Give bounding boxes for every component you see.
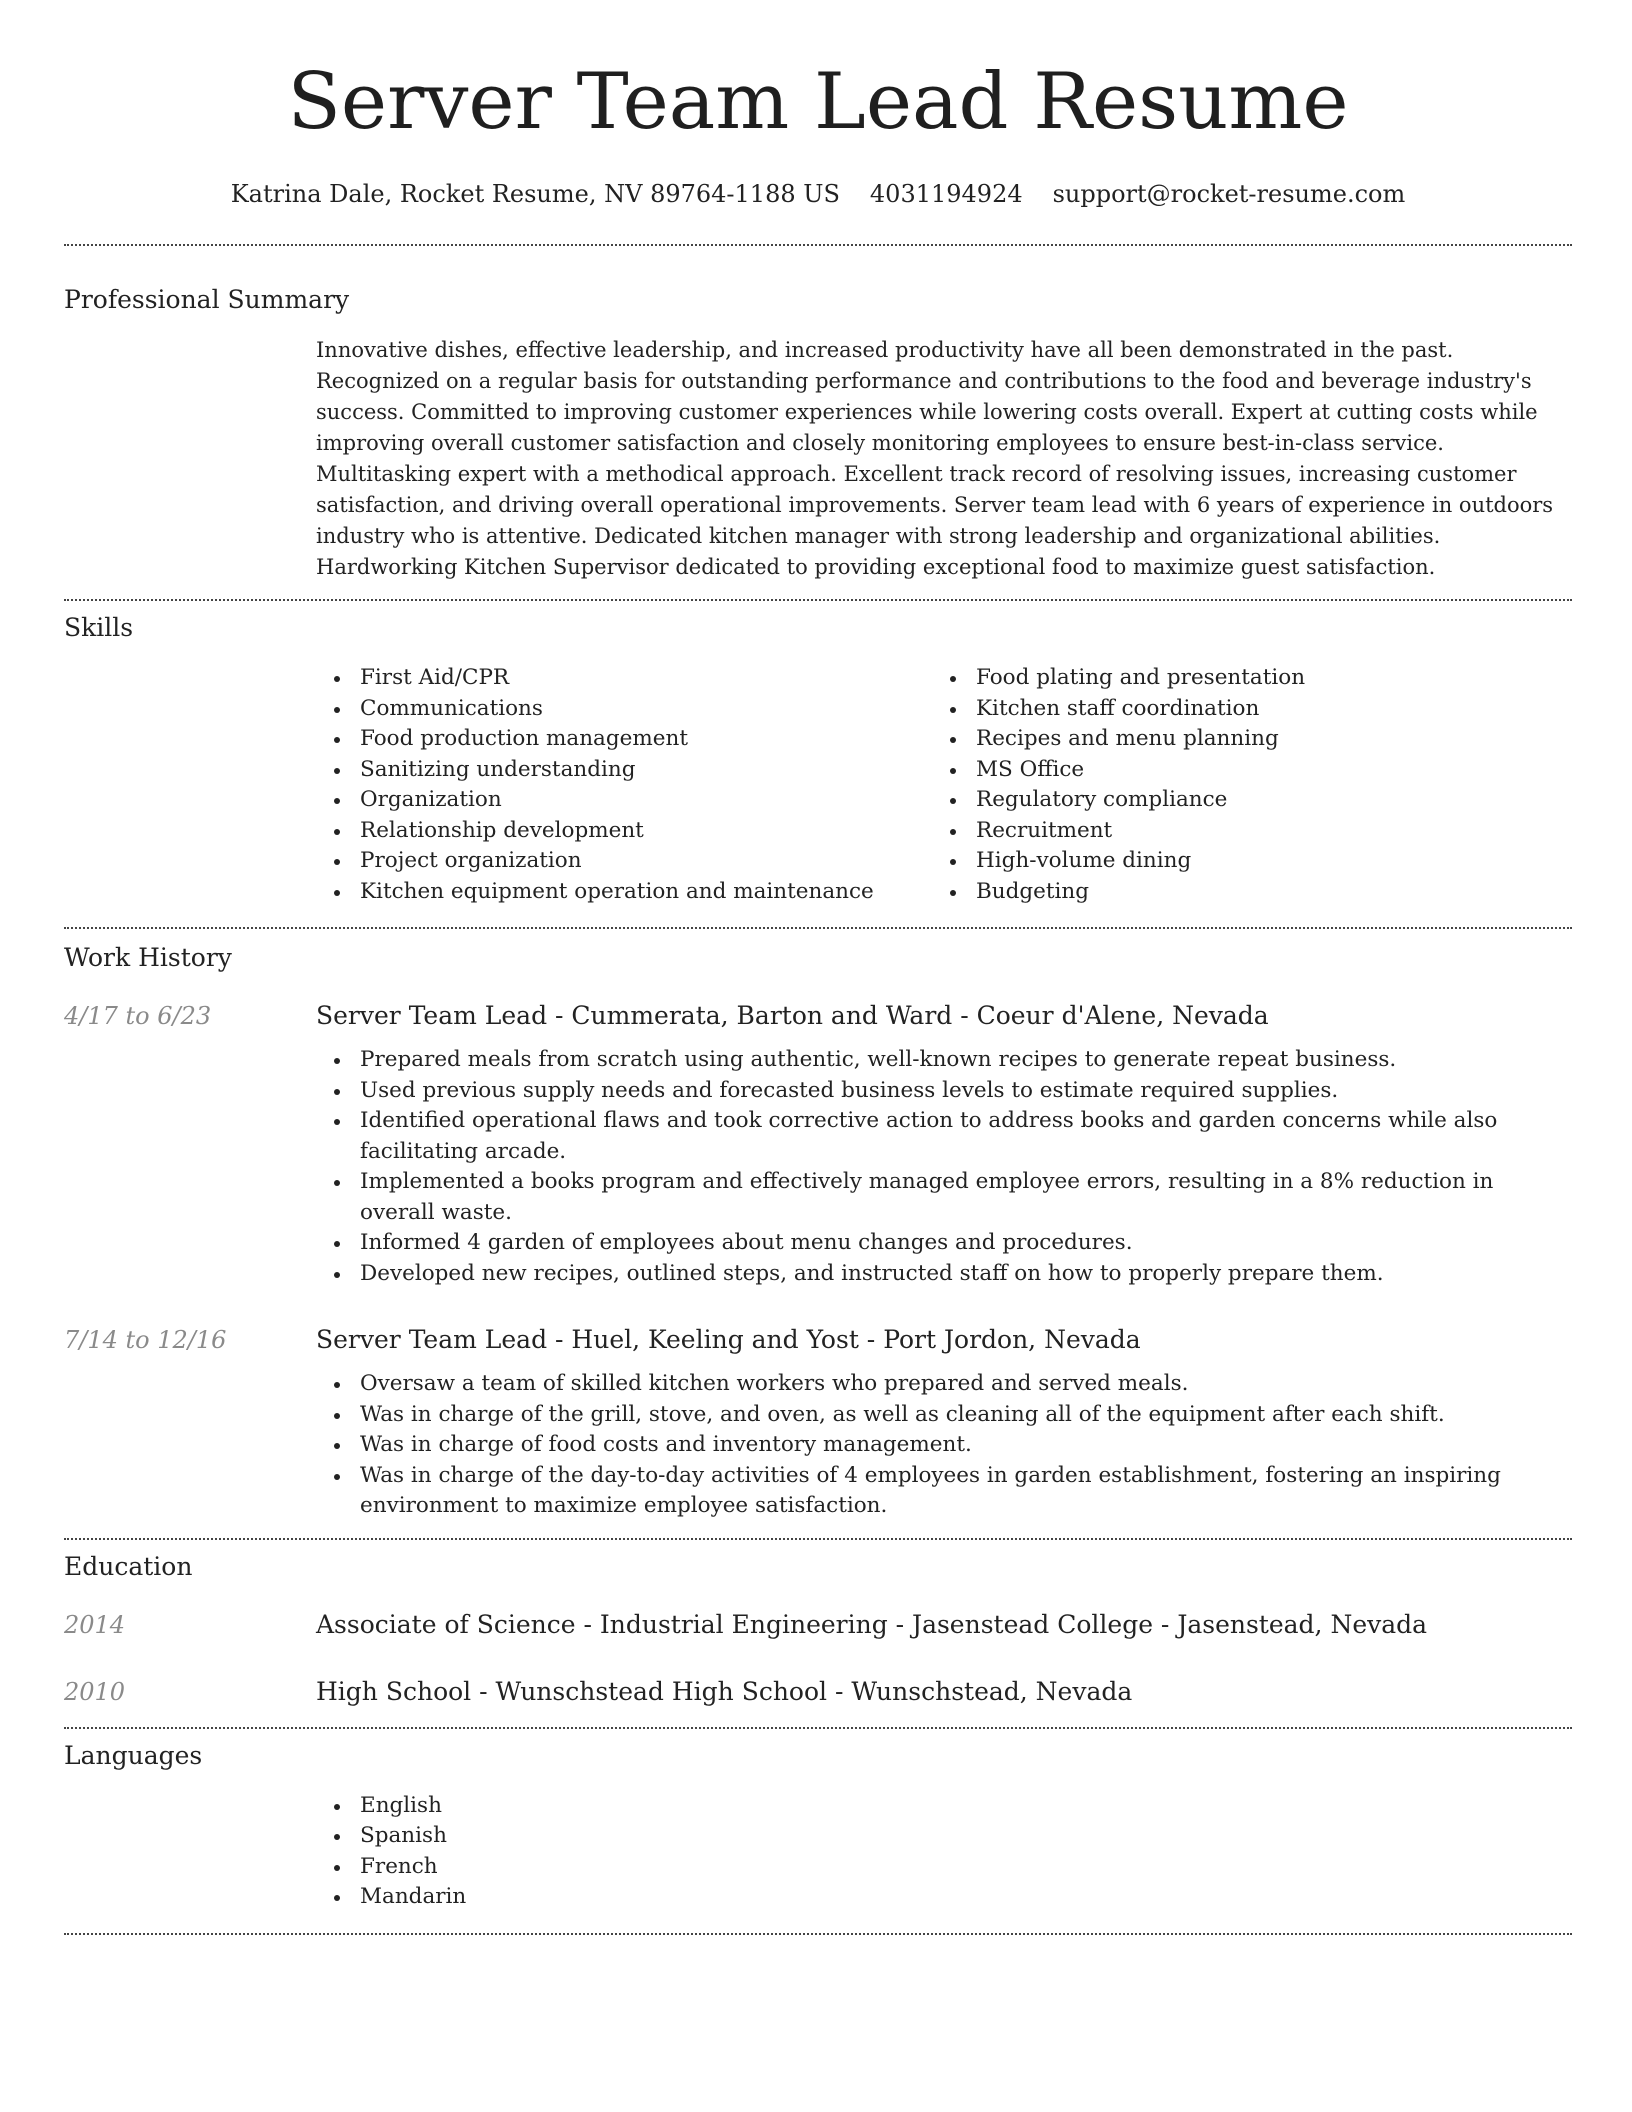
skill-item: Relationship development bbox=[316, 816, 932, 847]
skill-item: First Aid/CPR bbox=[316, 663, 932, 694]
job-list bbox=[316, 1045, 1572, 1289]
job-bullet: Oversaw a team of skilled kitchen workers who prepared and served meals. bbox=[316, 1369, 1572, 1400]
resume-page bbox=[64, 0, 1572, 1935]
skill-item: Kitchen staff coordination bbox=[932, 694, 1548, 725]
divider bbox=[64, 927, 1572, 929]
education-detail: Associate of Science - Industrial Engineering - Jasenstead College - Jasenstead, Nevada bbox=[316, 1609, 1428, 1639]
job-bullet: Was in charge of the day-to-day activities of 4 employees in garden establishment, fostering an inspiring environment to maximize employee satisfaction. bbox=[316, 1461, 1572, 1522]
skill-item: Organization bbox=[316, 785, 932, 816]
language-item: English bbox=[316, 1791, 1572, 1822]
summary-section bbox=[64, 283, 1572, 583]
divider bbox=[64, 1538, 1572, 1540]
job-bullet: Identified operational flaws and took corrective action to address books and garden concerns while also facilitating arcade. bbox=[316, 1106, 1572, 1167]
languages-section bbox=[64, 1739, 1572, 1913]
job-title: Server Team Lead - Cummerata, Barton and Ward - Coeur d'Alene, Nevada bbox=[316, 1001, 1269, 1030]
job-dates: 4/17 to 6/23 bbox=[64, 1002, 212, 1030]
divider bbox=[64, 599, 1572, 601]
job-bullet: Was in charge of the grill, stove, and oven, as well as cleaning all of the equipment after each shift. bbox=[316, 1400, 1572, 1431]
skills-grid bbox=[316, 663, 1572, 907]
contact-email[interactable]: support@rocket-resume.com bbox=[1052, 180, 1406, 208]
education-section bbox=[64, 1550, 1572, 1709]
summary-text: Innovative dishes, effective leadership, and increased productivity have all been demonstrated in the past. Recognized on a regular basis for outstanding performance and contributions to the food and beverage industry's success. Committed to improving customer experiences while lowering costs overall. Expert at cutting costs while improving overall customer satisfaction and closely monitoring employees to ensure best-in-class service. Multitasking expert with a methodical approach. Excellent track record of resolving issues, increasing customer satisfaction, and driving overall operational improvements. Server team lead with 6 years of experience in outdoors industry who is attentive. Dedicated kitchen manager with strong leadership and organizational abilities. Hardworking Kitchen Supervisor dedicated to providing exceptional food to maximize guest satisfaction. bbox=[316, 338, 1554, 579]
skill-item: Food plating and presentation bbox=[932, 663, 1548, 694]
skill-item: Communications bbox=[316, 694, 932, 725]
job-title: Server Team Lead - Huel, Keeling and Yost - Port Jordon, Nevada bbox=[316, 1325, 1141, 1354]
skill-item: High-volume dining bbox=[932, 846, 1548, 877]
skills-section bbox=[64, 611, 1572, 907]
job-bullet: Was in charge of food costs and inventory management. bbox=[316, 1430, 1572, 1461]
languages-heading: Languages bbox=[64, 1740, 203, 1770]
resume-title: Server Team Lead Resume bbox=[287, 57, 1349, 147]
skills-heading: Skills bbox=[64, 613, 134, 642]
summary-heading: Professional Summary bbox=[64, 285, 350, 314]
job-bullet: Developed new recipes, outlined steps, and instructed staff on how to properly prepare them. bbox=[316, 1259, 1572, 1290]
divider bbox=[64, 1727, 1572, 1729]
job-bullet: Prepared meals from scratch using authentic, well-known recipes to generate repeat business. bbox=[316, 1045, 1572, 1076]
divider bbox=[64, 244, 1572, 246]
skill-item: Recipes and menu planning bbox=[932, 724, 1548, 755]
work-section bbox=[64, 941, 1572, 1522]
skill-item: Recruitment bbox=[932, 816, 1548, 847]
job-bullet: Implemented a books program and effectively managed employee errors, resulting in a 8% reduction in overall waste. bbox=[316, 1167, 1572, 1228]
skill-item: Budgeting bbox=[932, 877, 1548, 908]
skill-item: Sanitizing understanding bbox=[316, 755, 932, 786]
education-entry bbox=[64, 1675, 1572, 1709]
job-dates: 7/14 to 12/16 bbox=[64, 1326, 227, 1354]
skill-item: Project organization bbox=[316, 846, 932, 877]
contact-address: Katrina Dale, Rocket Resume, NV 89764-1188 US bbox=[230, 180, 840, 208]
skills-column-right bbox=[932, 663, 1548, 907]
skill-list bbox=[932, 663, 1548, 907]
education-year: 2010 bbox=[64, 1677, 126, 1706]
skill-item: Kitchen equipment operation and maintenance bbox=[316, 877, 932, 908]
job-entry bbox=[64, 999, 1572, 1289]
education-year: 2014 bbox=[64, 1610, 126, 1639]
job-list bbox=[316, 1369, 1572, 1522]
education-detail: High School - Wunschstead High School - Wunschstead, Nevada bbox=[316, 1676, 1133, 1706]
job-entry bbox=[64, 1323, 1572, 1522]
language-item: French bbox=[316, 1852, 1572, 1883]
contact-line bbox=[64, 178, 1572, 210]
language-item: Mandarin bbox=[316, 1882, 1572, 1913]
work-heading: Work History bbox=[64, 943, 232, 972]
divider bbox=[64, 1933, 1572, 1935]
skills-column-left bbox=[316, 663, 932, 907]
language-item: Spanish bbox=[316, 1821, 1572, 1852]
skill-item: MS Office bbox=[932, 755, 1548, 786]
skill-item: Regulatory compliance bbox=[932, 785, 1548, 816]
education-heading: Education bbox=[64, 1551, 193, 1581]
job-bullet: Used previous supply needs and forecasted business levels to estimate required supplies. bbox=[316, 1076, 1572, 1107]
contact-phone: 4031194924 bbox=[869, 180, 1023, 208]
education-entry bbox=[64, 1608, 1572, 1642]
skill-list bbox=[316, 663, 932, 907]
language-list bbox=[316, 1791, 1572, 1913]
skill-item: Food production management bbox=[316, 724, 932, 755]
job-bullet: Informed 4 garden of employees about menu changes and procedures. bbox=[316, 1228, 1572, 1259]
